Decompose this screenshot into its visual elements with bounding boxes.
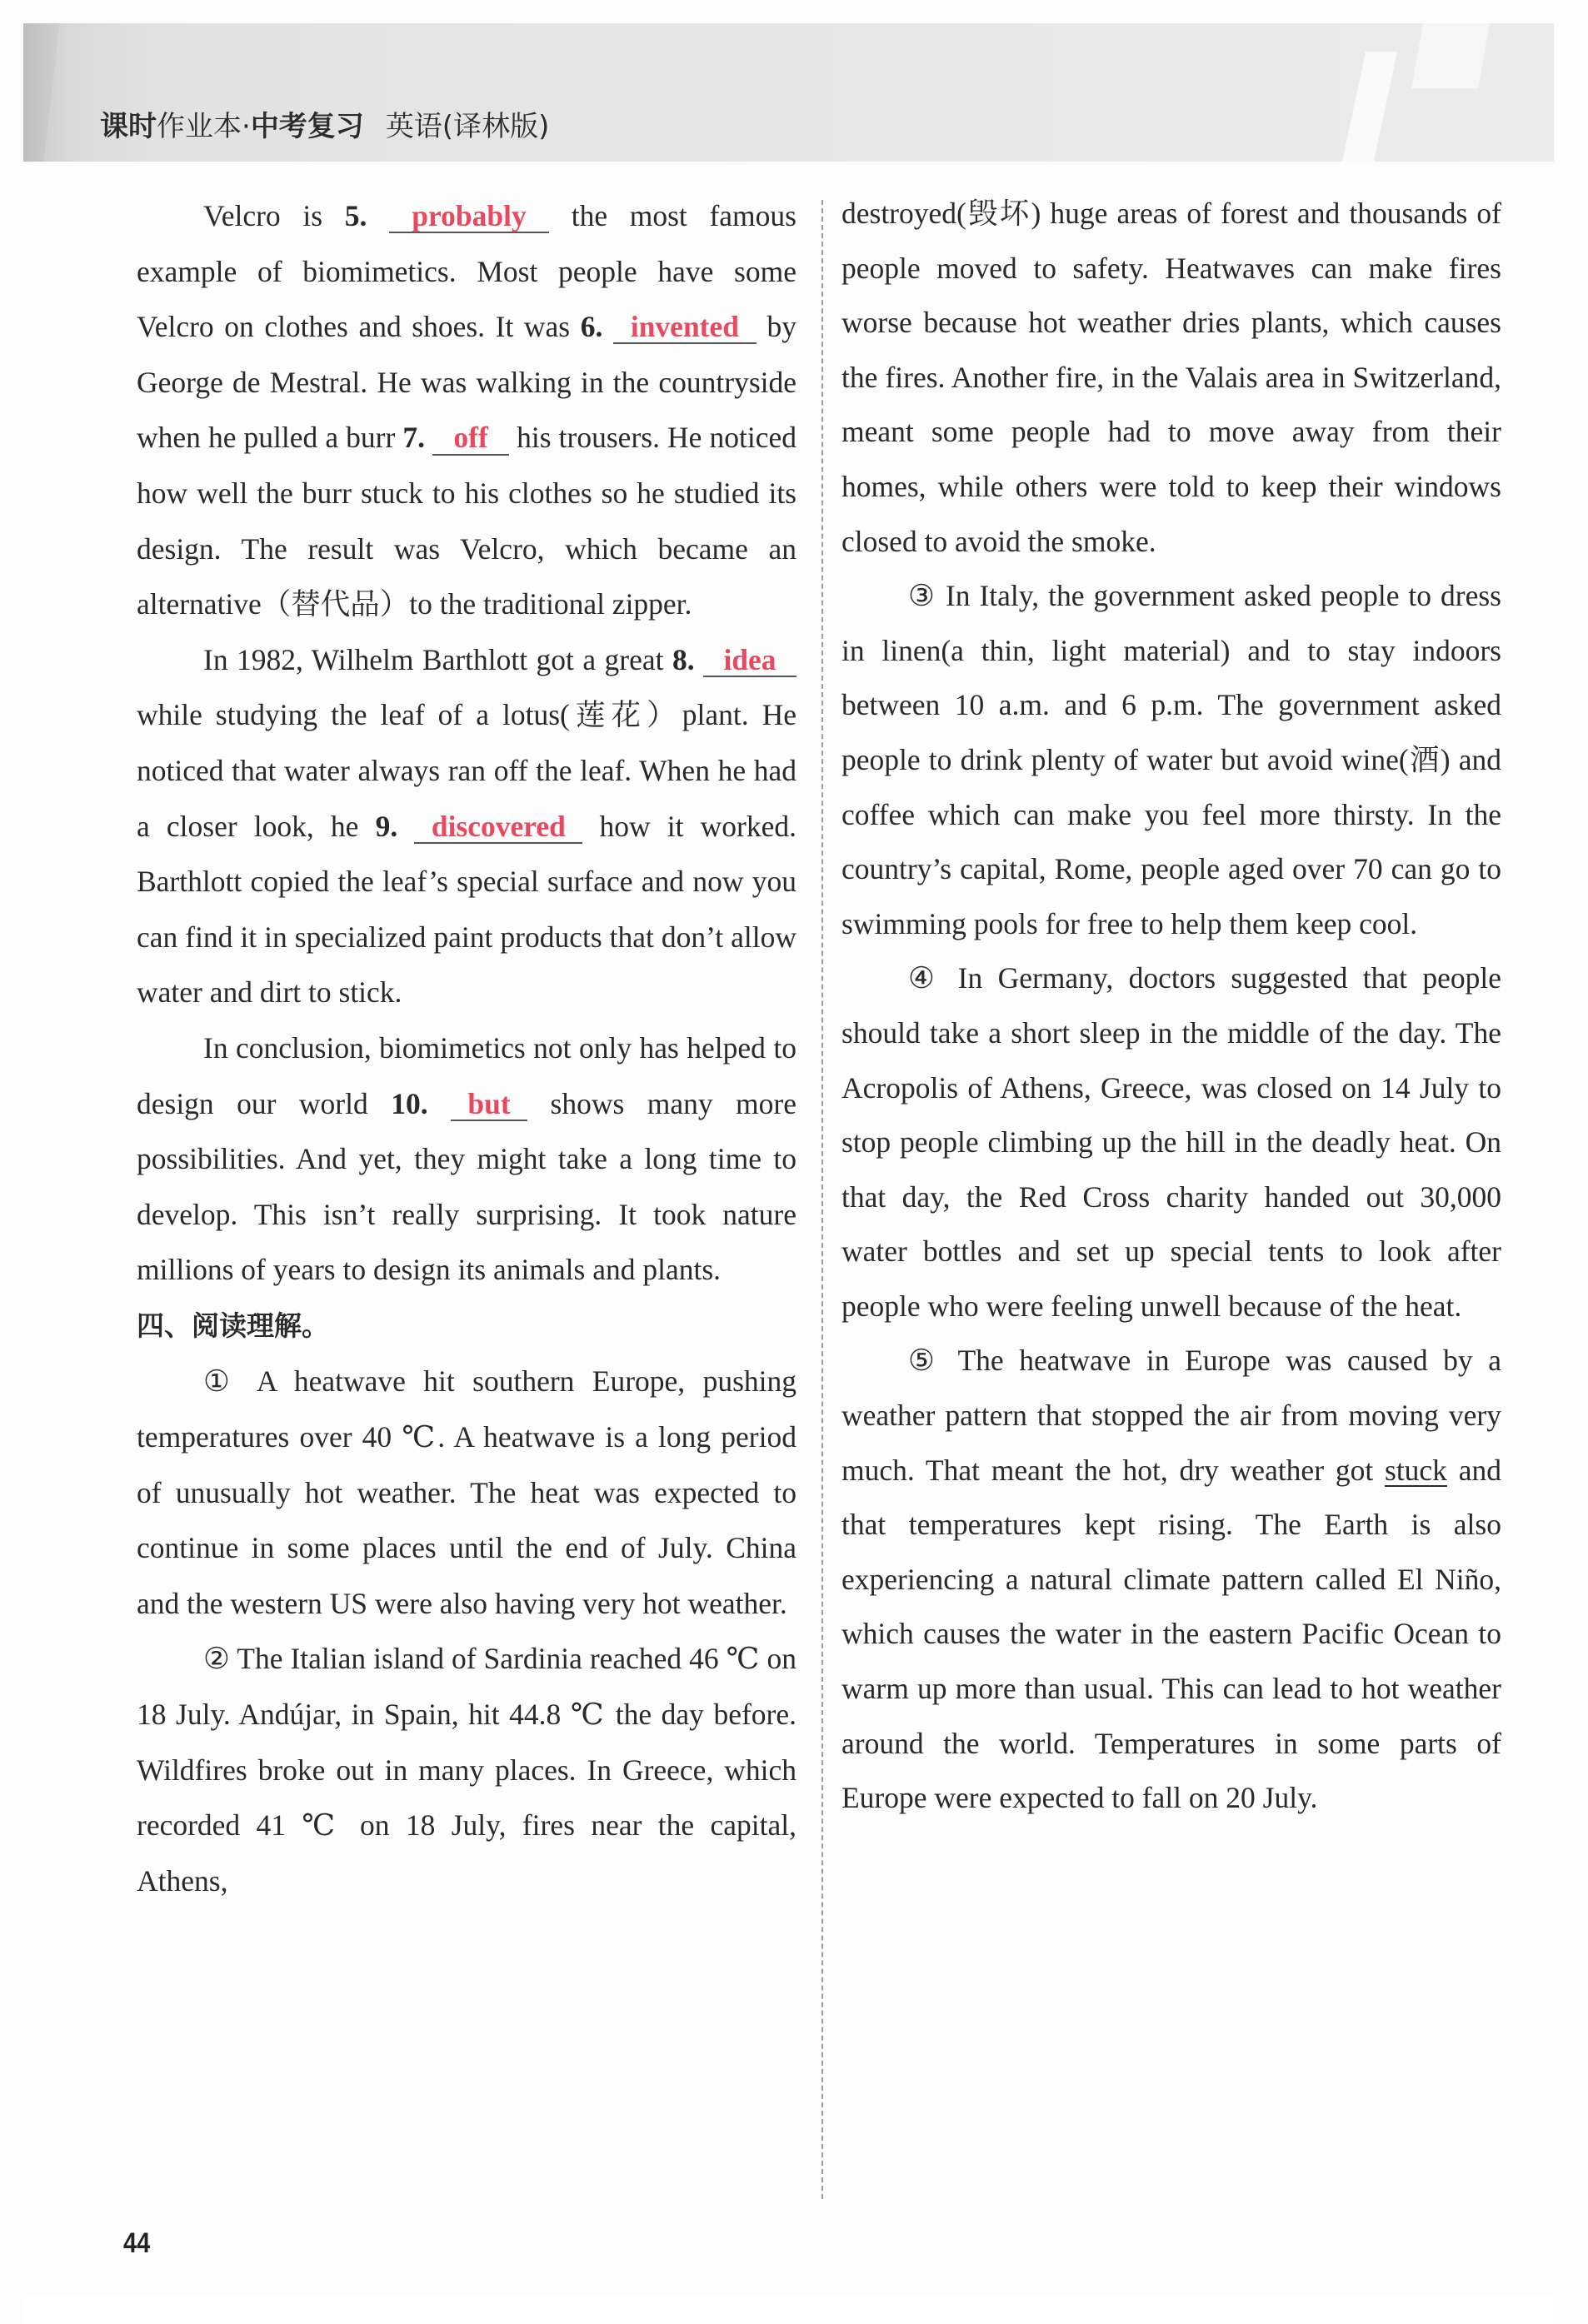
cloze-paragraph-lotus: In 1982, Wilhelm Barthlott got a great 8. idea while studying the leaf of a lotus(莲花）plant. He noticed that water always ran off the leaf. When he had a closer look, he 9. discovered how it worked. Barthlott copied the leaf’s special surface and now you can find it in specialized paint products that don’t allow water and dirt to stick. [137, 642, 797, 1010]
answer-blank-7: off [432, 422, 509, 455]
question-number: 9. [375, 809, 398, 843]
reading-paragraph-3: ③ In Italy, the government asked people to dress in linen(a thin, light material) and to stay indoors between 10 a.m. and 6 p.m. The government asked people to drink plenty of water but avoid wine(酒) and coffee which can make you feel more thirsty. In the country’s capital, Rome, people aged over 70 can go to swimming pools for free to help them keep cool. [841, 579, 1501, 940]
question-number: 5. [344, 199, 367, 232]
reading-paragraph-4: ④ In Germany, doctors suggested that people should take a short sleep in the middle of the day. The Acropolis of Athens, Greece, was closed on 14 July to stop people climbing up the hill in the deadly heat. On that day, the Red Cross charity handed out 30,000 water bottles and set up special tents to look after people who were feeling unwell because of the heat. [841, 961, 1501, 1323]
question-number: 8. [672, 642, 695, 676]
title-part-1: 课时 [100, 110, 157, 143]
page-bottom-margin [23, 2297, 1554, 2324]
answer-blank-8: idea [703, 645, 796, 677]
answer-blank-6: invented [613, 312, 757, 344]
answer-blank-5: probably [389, 201, 549, 233]
book-title [100, 103, 549, 144]
right-column [841, 187, 1501, 1826]
page-number: 44 [123, 2227, 151, 2259]
column-divider [821, 200, 823, 2199]
question-number: 6. [580, 310, 603, 344]
question-number: 10. [391, 1086, 428, 1120]
cloze-paragraph-velcro: Velcro is 5. probably the most famous example of biomimetics. Most people have some Velcro on clothes and shoes. It was 6. invented by George de Mestral. He was walking in the countryside when he pulled a burr 7. off his trousers. He noticed how well the burr stuck to his clothes so he studied its design. The result was Velcro, which became an alternative（替代品）to the traditional zipper. [137, 199, 797, 621]
underlined-word: stuck [1385, 1453, 1447, 1487]
title-part-3: 中考复习 [250, 110, 364, 143]
header-left-wedge [23, 23, 60, 162]
reading-paragraph-2: ② The Italian island of Sardinia reached 46 ℃ on 18 July. Andújar, in Spain, hit 44.8 ℃ the day before. Wildfires broke out in many places. In Greece, which recorded 41 ℃ on 18 July, fires near the capital, Athens, [137, 1642, 796, 1898]
reading-paragraph-1: ① A heatwave hit southern Europe, pushing temperatures over 40 ℃. A heatwave is a long period of unusually hot weather. The heat was expected to continue in some places until the end of July. China and the western US were also having very hot weather. [137, 1364, 796, 1620]
question-number: 7. [402, 421, 426, 455]
section-heading: 四、阅读理解。 [137, 1309, 329, 1342]
subject-label: 英语(译林版) [385, 110, 550, 143]
cloze-paragraph-conclusion: In conclusion, biomimetics not only has helped to design our world 10. but shows many more possibilities. And yet, they might take a long time to develop. This isn’t really surprising. It took nature millions of years to design its animals and plants. [137, 1030, 796, 1287]
header-decor-bar [1342, 52, 1397, 162]
header-decor-block [1411, 23, 1490, 88]
reading-paragraph-2-continued: destroyed(毁坏) huge areas of forest and thousands of people moved to safety. Heatwaves can make fires worse because hot weather dries plants, which causes the fires. Another fire, in the Valais area in Switzerland, meant some people had to move away from their homes, while others were told to keep their windows closed to avoid the smoke. [841, 197, 1501, 558]
reading-paragraph-5: ⑤ The heatwave in Europe was caused by a weather pattern that stopped the air from moving very much. That meant the hot, dry weather got stuck and that temperatures kept rising. The Earth is also experiencing a natural climate pattern called El Niño, which causes the water in the eastern Pacific Ocean to warm up more than usual. This can lead to hot weather around the world. Temperatures in some parts of Europe were expected to fall on 20 July. [841, 1344, 1502, 1815]
answer-blank-10: but [451, 1089, 527, 1121]
title-part-2: 作业本· [157, 110, 251, 143]
answer-blank-9: discovered [414, 811, 582, 844]
left-column [137, 188, 796, 1908]
